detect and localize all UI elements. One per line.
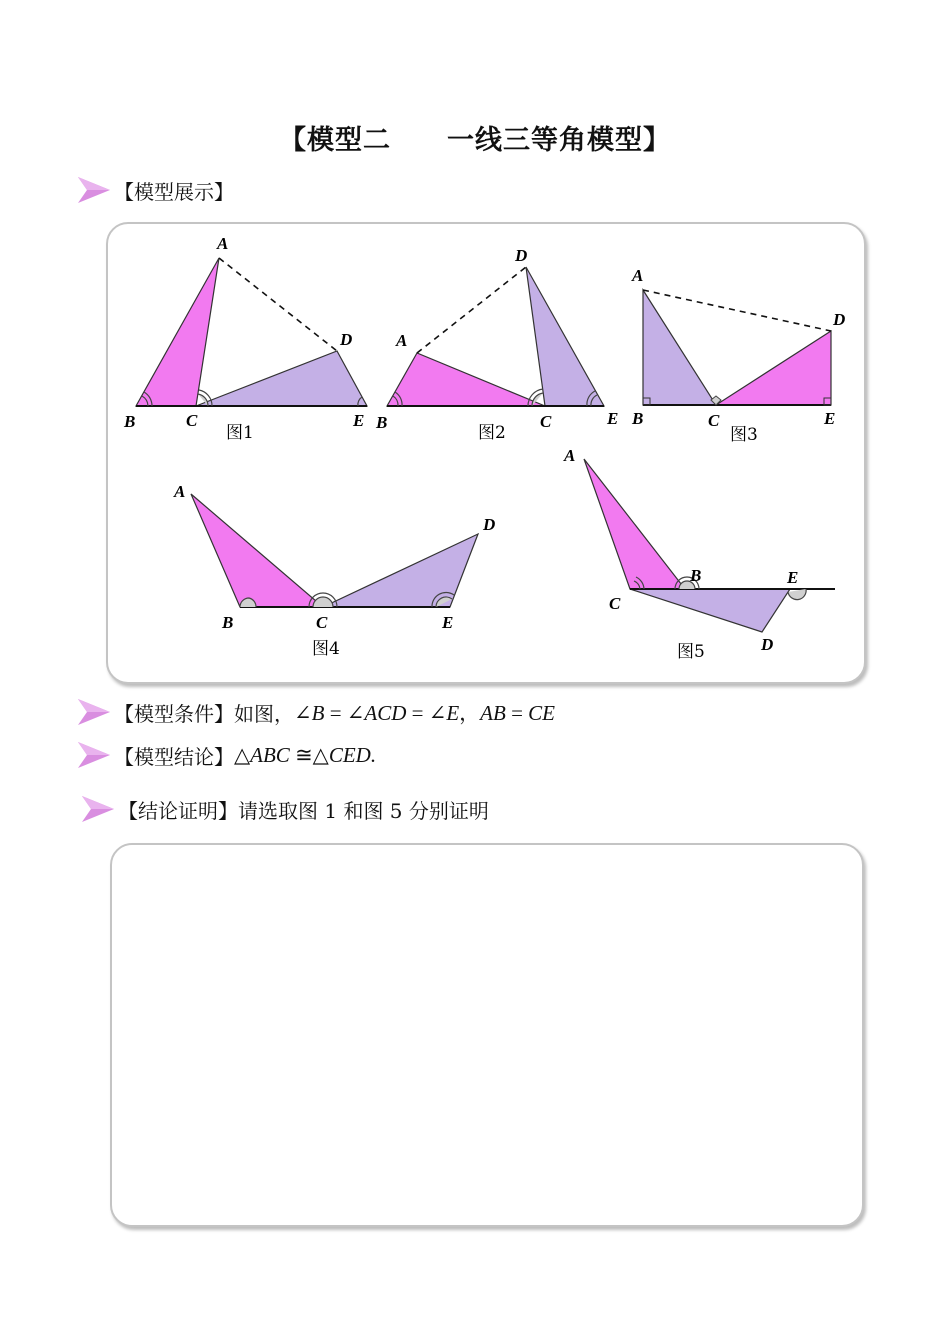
fig3-dashed-ad [643,290,831,331]
arrow-bullet-icon [76,696,112,728]
fig2-label-e: E [607,409,619,428]
fig5-label-a: A [564,446,576,465]
fig5-label-b: B [690,566,702,585]
figure-3 [631,266,845,445]
fig4-triangle-ced [323,534,478,607]
title-left: 【模型二 [279,125,391,156]
fig5-triangle-ced [630,589,790,632]
fig1-triangle-abc [136,258,219,406]
fig3-label-e: E [824,409,836,428]
fig4-label-b: B [222,613,234,632]
condition-formula: ∠B = ∠ACD = ∠E，AB = CE [294,701,556,725]
fig4-label-c: C [316,613,328,632]
fig3-triangle-abc [643,290,716,405]
fig4-caption: 图4 [312,639,340,659]
fig1-label-c: C [186,411,198,430]
fig2-label-d: D [515,246,528,265]
fig1-label-a: A [217,234,229,253]
fig5-label-d: D [761,635,774,654]
proof-label: 【结论证明】 [118,798,238,823]
fig3-label-b: B [632,409,644,428]
fig4-label-d: D [483,515,496,534]
conclusion-formula: △ABC ≅△CED. [234,742,377,767]
fig4-triangle-abc [191,494,323,607]
figure-1 [123,234,367,443]
proof-answer-box[interactable] [110,843,864,1227]
fig3-label-c: C [708,411,720,430]
fig1-dashed-ad [219,258,337,351]
section-proof [80,791,489,827]
proof-text: 请选取图 1 和图 5 分别证明 [238,798,489,823]
fig2-triangle-ced [526,267,604,406]
figure-2 [375,246,618,443]
figure-4 [173,482,495,659]
fig4-label-e: E [442,613,454,632]
fig3-label-d: D [833,310,846,329]
fig1-label-d: D [340,330,353,349]
fig2-caption: 图2 [478,423,506,443]
fig2-label-a: A [396,331,408,350]
fig5-caption: 图5 [677,642,705,662]
fig1-triangle-ced [196,351,367,406]
fig1-label-b: B [124,412,136,431]
section-conclusion [76,737,376,773]
title-right: 一线三等角模型】 [447,125,671,156]
fig3-label-a: A [632,266,644,285]
condition-label: 【模型条件】 [114,701,234,726]
fig2-triangle-abc [387,353,545,406]
figure-5 [563,446,835,662]
condition-prefix: 如图， [234,701,294,726]
fig5-triangle-abc [584,459,685,589]
conclusion-label: 【模型结论】 [114,744,234,769]
fig3-caption: 图3 [730,425,758,445]
section-condition [76,694,555,730]
display-label: 【模型展示】 [114,179,234,204]
arrow-bullet-icon [76,739,112,771]
fig1-label-e: E [353,411,365,430]
fig5-label-e: E [787,568,799,587]
fig4-label-a: A [174,482,186,501]
fig3-triangle-ced [716,331,831,405]
fig2-label-c: C [540,412,552,431]
fig5-label-c: C [609,594,621,613]
arrow-bullet-icon [80,793,116,825]
fig2-dashed-ad [417,267,526,353]
fig1-caption: 图1 [226,423,254,443]
fig2-label-b: B [376,413,388,432]
